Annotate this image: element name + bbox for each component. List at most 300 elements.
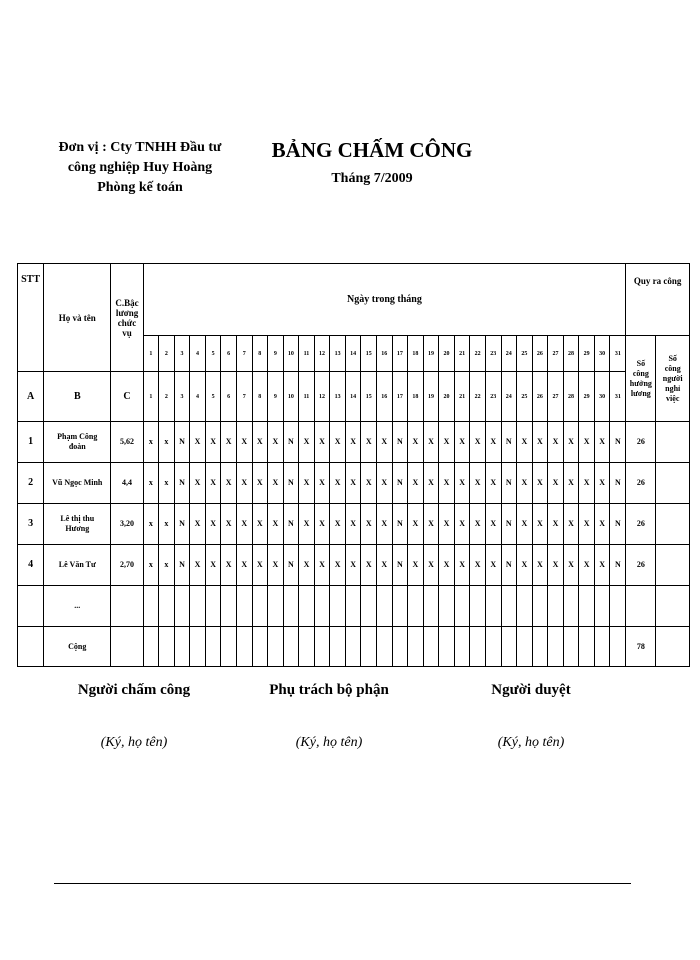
attendance-mark: X: [330, 545, 346, 586]
attendance-mark: X: [517, 545, 533, 586]
attendance-mark: X: [532, 545, 548, 586]
attendance-mark: X: [268, 463, 284, 504]
empty-cell: [470, 586, 486, 627]
empty-cell: [579, 627, 595, 667]
empty-cell: [174, 627, 190, 667]
day-number: 7: [236, 336, 252, 372]
attendance-mark: N: [610, 422, 626, 463]
attendance-mark: X: [190, 463, 206, 504]
header-grade: C.Bậc lương chức vụ: [111, 264, 143, 372]
day-number: 23: [485, 336, 501, 372]
empty-cell: [408, 627, 424, 667]
label-row: [18, 372, 690, 422]
attendance-mark: X: [268, 545, 284, 586]
day-number: 22: [470, 336, 486, 372]
total-paid-days: 78: [626, 627, 656, 667]
day-number: 18: [408, 372, 424, 422]
day-number: 6: [221, 336, 237, 372]
day-number: 11: [299, 336, 315, 372]
empty-cell: [423, 627, 439, 667]
day-number: 17: [392, 372, 408, 422]
attendance-mark: X: [314, 504, 330, 545]
signature-timekeeper: Người chấm công: [77, 682, 191, 698]
attendance-mark: X: [439, 504, 455, 545]
empty-cell: [299, 627, 315, 667]
day-number: 24: [501, 372, 517, 422]
day-number: 31: [610, 372, 626, 422]
employee-stt: 2: [18, 463, 44, 504]
day-number: 9: [268, 336, 284, 372]
attendance-mark: X: [252, 545, 268, 586]
attendance-mark: x: [143, 463, 159, 504]
day-number: 9: [268, 372, 284, 422]
signature-department-head: Phụ trách bộ phận: [269, 682, 389, 698]
day-number: 31: [610, 336, 626, 372]
attendance-mark: X: [563, 545, 579, 586]
attendance-mark: X: [252, 422, 268, 463]
attendance-mark: X: [517, 422, 533, 463]
empty-cell: [548, 627, 564, 667]
empty-cell: [236, 627, 252, 667]
empty-cell: [221, 586, 237, 627]
day-number: 19: [423, 372, 439, 422]
day-number: 15: [361, 372, 377, 422]
employee-name: Lê thị thu Hương: [44, 504, 111, 545]
total-stt: [18, 627, 44, 667]
employee-name: Vũ Ngọc Minh: [44, 463, 111, 504]
attendance-mark: N: [501, 463, 517, 504]
employee-stt: 3: [18, 504, 44, 545]
ellipsis-stt: [18, 586, 44, 627]
empty-cell: [330, 586, 346, 627]
empty-cell: [439, 586, 455, 627]
header-leave-days: Số công người nghỉ việc: [656, 336, 690, 422]
attendance-mark: N: [283, 463, 299, 504]
attendance-mark: X: [361, 422, 377, 463]
employee-grade: 4,4: [111, 463, 143, 504]
empty-cell: [299, 586, 315, 627]
employee-leave-days: [656, 545, 690, 586]
day-number: 6: [221, 372, 237, 422]
day-number: 25: [517, 372, 533, 422]
total-label: Cộng: [44, 627, 111, 667]
attendance-mark: X: [252, 463, 268, 504]
attendance-mark: X: [548, 463, 564, 504]
attendance-mark: N: [283, 422, 299, 463]
empty-cell: [377, 586, 393, 627]
header-paid-days: Số công hưởng lương: [626, 336, 656, 422]
attendance-mark: X: [594, 504, 610, 545]
empty-cell: [454, 627, 470, 667]
attendance-mark: X: [563, 422, 579, 463]
empty-cell: [143, 586, 159, 627]
empty-cell: [517, 627, 533, 667]
attendance-mark: N: [174, 545, 190, 586]
empty-cell: [268, 627, 284, 667]
employee-grade: 3,20: [111, 504, 143, 545]
attendance-mark: X: [236, 504, 252, 545]
empty-cell: [501, 586, 517, 627]
attendance-mark: X: [205, 504, 221, 545]
unit-info: [40, 138, 240, 198]
day-number: 22: [470, 372, 486, 422]
attendance-mark: x: [159, 545, 175, 586]
day-number: 20: [439, 336, 455, 372]
attendance-mark: X: [423, 463, 439, 504]
employee-stt: 1: [18, 422, 44, 463]
empty-cell: [392, 627, 408, 667]
header-summary: Quy ra công: [626, 264, 690, 336]
attendance-mark: X: [377, 422, 393, 463]
attendance-mark: X: [485, 545, 501, 586]
attendance-mark: X: [594, 463, 610, 504]
day-number: 5: [205, 336, 221, 372]
table-row: [18, 463, 690, 504]
attendance-mark: X: [314, 422, 330, 463]
document-title: BẢNG CHẤM CÔNG: [271, 138, 473, 162]
signature-timekeeper-note: (Ký, họ tên): [100, 735, 168, 750]
attendance-mark: N: [174, 463, 190, 504]
attendance-mark: X: [408, 463, 424, 504]
day-number: 30: [594, 372, 610, 422]
empty-cell: [252, 586, 268, 627]
employee-leave-days: [656, 504, 690, 545]
attendance-mark: X: [221, 463, 237, 504]
attendance-mark: X: [330, 422, 346, 463]
attendance-mark: X: [408, 422, 424, 463]
attendance-mark: X: [439, 422, 455, 463]
empty-cell: [563, 586, 579, 627]
day-number: 13: [330, 372, 346, 422]
attendance-mark: X: [579, 545, 595, 586]
attendance-mark: X: [221, 504, 237, 545]
empty-cell: [190, 627, 206, 667]
bottom-divider: [54, 883, 631, 884]
attendance-mark: X: [299, 463, 315, 504]
day-number: 29: [579, 336, 595, 372]
day-number: 18: [408, 336, 424, 372]
attendance-mark: X: [439, 463, 455, 504]
attendance-mark: X: [190, 545, 206, 586]
attendance-mark: X: [548, 422, 564, 463]
attendance-mark: X: [345, 504, 361, 545]
ellipsis-leave: [656, 586, 690, 627]
attendance-mark: x: [159, 463, 175, 504]
label-grade: C: [111, 372, 143, 422]
day-number: 21: [454, 336, 470, 372]
day-number: 15: [361, 336, 377, 372]
empty-cell: [377, 627, 393, 667]
empty-cell: [470, 627, 486, 667]
day-number: 30: [594, 336, 610, 372]
ellipsis-name: ...: [44, 586, 111, 627]
signature-approver: Người duyệt: [491, 682, 571, 698]
employee-paid-days: 26: [626, 463, 656, 504]
empty-cell: [423, 586, 439, 627]
total-row: [18, 627, 690, 667]
empty-cell: [408, 586, 424, 627]
empty-cell: [205, 586, 221, 627]
signature-department-head-note: (Ký, họ tên): [295, 735, 363, 750]
total-grade: [111, 627, 143, 667]
attendance-mark: X: [454, 504, 470, 545]
attendance-mark: X: [423, 422, 439, 463]
attendance-mark: X: [408, 504, 424, 545]
label-name: B: [44, 372, 111, 422]
employee-paid-days: 26: [626, 422, 656, 463]
attendance-mark: N: [610, 545, 626, 586]
day-number: 4: [190, 372, 206, 422]
day-number: 1: [143, 372, 159, 422]
attendance-mark: X: [485, 504, 501, 545]
day-number: 20: [439, 372, 455, 422]
attendance-mark: X: [532, 504, 548, 545]
day-number: 12: [314, 336, 330, 372]
attendance-mark: X: [330, 463, 346, 504]
attendance-mark: x: [143, 504, 159, 545]
attendance-mark: X: [423, 545, 439, 586]
attendance-mark: x: [159, 422, 175, 463]
employee-name: Phạm Công đoàn: [44, 422, 111, 463]
unit-line-company: Đơn vị : Cty TNHH Đầu tư: [58, 140, 222, 155]
empty-cell: [345, 627, 361, 667]
employee-grade: 5,62: [111, 422, 143, 463]
attendance-mark: X: [236, 422, 252, 463]
day-number: 27: [548, 336, 564, 372]
attendance-mark: X: [205, 545, 221, 586]
attendance-mark: X: [517, 504, 533, 545]
header-name: Họ và tên: [44, 264, 111, 372]
day-number: 8: [252, 372, 268, 422]
day-number: 14: [345, 372, 361, 422]
attendance-mark: N: [392, 463, 408, 504]
empty-cell: [579, 586, 595, 627]
attendance-mark: X: [485, 463, 501, 504]
attendance-mark: X: [454, 545, 470, 586]
day-number: 29: [579, 372, 595, 422]
employee-name: Lê Văn Tư: [44, 545, 111, 586]
unit-line-department: Phòng kế toán: [97, 180, 183, 195]
attendance-mark: X: [268, 504, 284, 545]
day-number: 3: [174, 336, 190, 372]
employee-grade: 2,70: [111, 545, 143, 586]
attendance-mark: X: [470, 504, 486, 545]
day-number: 8: [252, 336, 268, 372]
attendance-mark: X: [299, 545, 315, 586]
attendance-mark: X: [423, 504, 439, 545]
day-number: 14: [345, 336, 361, 372]
attendance-mark: x: [143, 545, 159, 586]
attendance-mark: X: [330, 504, 346, 545]
attendance-mark: N: [610, 463, 626, 504]
empty-cell: [532, 627, 548, 667]
day-number: 2: [159, 372, 175, 422]
attendance-mark: X: [377, 463, 393, 504]
day-number: 2: [159, 336, 175, 372]
attendance-mark: X: [594, 545, 610, 586]
table-row: [18, 422, 690, 463]
employee-stt: 4: [18, 545, 44, 586]
label-stt: A: [18, 372, 44, 422]
attendance-mark: X: [299, 422, 315, 463]
day-number: 24: [501, 336, 517, 372]
empty-cell: [283, 586, 299, 627]
attendance-mark: X: [361, 463, 377, 504]
employee-paid-days: 26: [626, 504, 656, 545]
attendance-mark: X: [299, 504, 315, 545]
empty-cell: [252, 627, 268, 667]
attendance-mark: N: [283, 545, 299, 586]
attendance-mark: X: [532, 463, 548, 504]
empty-cell: [532, 586, 548, 627]
attendance-mark: X: [345, 422, 361, 463]
empty-cell: [314, 586, 330, 627]
attendance-mark: X: [470, 463, 486, 504]
attendance-mark: X: [532, 422, 548, 463]
empty-cell: [159, 627, 175, 667]
day-number: 26: [532, 372, 548, 422]
empty-cell: [610, 627, 626, 667]
attendance-mark: x: [143, 422, 159, 463]
day-number: 25: [517, 336, 533, 372]
attendance-mark: X: [190, 422, 206, 463]
empty-cell: [174, 586, 190, 627]
table-row: [18, 504, 690, 545]
attendance-mark: N: [283, 504, 299, 545]
attendance-mark: N: [174, 422, 190, 463]
empty-cell: [190, 586, 206, 627]
attendance-mark: X: [548, 545, 564, 586]
attendance-mark: X: [205, 422, 221, 463]
day-number: 26: [532, 336, 548, 372]
empty-cell: [330, 627, 346, 667]
day-number: 12: [314, 372, 330, 422]
empty-cell: [236, 586, 252, 627]
attendance-mark: X: [579, 422, 595, 463]
day-number: 27: [548, 372, 564, 422]
day-number: 13: [330, 336, 346, 372]
attendance-mark: X: [377, 545, 393, 586]
attendance-mark: N: [392, 545, 408, 586]
day-number: 3: [174, 372, 190, 422]
attendance-mark: N: [392, 504, 408, 545]
attendance-mark: X: [221, 422, 237, 463]
attendance-mark: X: [345, 545, 361, 586]
day-number: 19: [423, 336, 439, 372]
attendance-mark: X: [314, 545, 330, 586]
attendance-mark: X: [190, 504, 206, 545]
day-number: 10: [283, 372, 299, 422]
empty-cell: [361, 586, 377, 627]
day-number: 16: [377, 372, 393, 422]
timesheet-table: [17, 263, 690, 667]
attendance-mark: X: [268, 422, 284, 463]
empty-cell: [594, 627, 610, 667]
empty-cell: [501, 627, 517, 667]
empty-cell: [205, 627, 221, 667]
attendance-mark: X: [221, 545, 237, 586]
document-subtitle: Tháng 7/2009: [331, 171, 413, 186]
empty-cell: [392, 586, 408, 627]
attendance-mark: X: [361, 504, 377, 545]
attendance-mark: X: [563, 463, 579, 504]
empty-cell: [268, 586, 284, 627]
day-number: 16: [377, 336, 393, 372]
total-leave-days: [656, 627, 690, 667]
attendance-mark: X: [205, 463, 221, 504]
attendance-mark: X: [470, 422, 486, 463]
attendance-mark: X: [314, 463, 330, 504]
attendance-mark: X: [563, 504, 579, 545]
empty-cell: [517, 586, 533, 627]
day-number: 11: [299, 372, 315, 422]
attendance-mark: X: [454, 463, 470, 504]
attendance-mark: X: [454, 422, 470, 463]
empty-cell: [454, 586, 470, 627]
attendance-mark: N: [501, 504, 517, 545]
day-number: 23: [485, 372, 501, 422]
attendance-mark: X: [548, 504, 564, 545]
empty-cell: [221, 627, 237, 667]
attendance-mark: N: [501, 545, 517, 586]
attendance-mark: X: [361, 545, 377, 586]
attendance-mark: X: [517, 463, 533, 504]
ellipsis-row: [18, 586, 690, 627]
empty-cell: [548, 586, 564, 627]
attendance-mark: X: [377, 504, 393, 545]
empty-cell: [143, 627, 159, 667]
attendance-mark: X: [408, 545, 424, 586]
empty-cell: [314, 627, 330, 667]
empty-cell: [610, 586, 626, 627]
empty-cell: [159, 586, 175, 627]
ellipsis-paid: [626, 586, 656, 627]
table-row: [18, 545, 690, 586]
attendance-mark: X: [594, 422, 610, 463]
employee-leave-days: [656, 422, 690, 463]
attendance-mark: N: [392, 422, 408, 463]
attendance-mark: X: [236, 545, 252, 586]
employee-paid-days: 26: [626, 545, 656, 586]
day-number: 28: [563, 372, 579, 422]
attendance-mark: X: [470, 545, 486, 586]
empty-cell: [283, 627, 299, 667]
attendance-mark: N: [174, 504, 190, 545]
signature-approver-note: (Ký, họ tên): [497, 735, 565, 750]
day-number: 17: [392, 336, 408, 372]
day-number: 28: [563, 336, 579, 372]
attendance-mark: X: [345, 463, 361, 504]
day-number: 7: [236, 372, 252, 422]
ellipsis-grade: [111, 586, 143, 627]
attendance-mark: N: [610, 504, 626, 545]
empty-cell: [345, 586, 361, 627]
attendance-mark: x: [159, 504, 175, 545]
attendance-mark: X: [485, 422, 501, 463]
empty-cell: [594, 586, 610, 627]
empty-cell: [485, 627, 501, 667]
day-number: 1: [143, 336, 159, 372]
header-days: Ngày trong tháng: [143, 264, 626, 336]
header-row: [18, 264, 690, 336]
unit-line-company-2: công nghiệp Huy Hoàng: [67, 160, 213, 175]
header-stt: STT: [18, 264, 44, 372]
empty-cell: [439, 627, 455, 667]
day-number: 4: [190, 336, 206, 372]
attendance-mark: X: [439, 545, 455, 586]
attendance-mark: X: [579, 463, 595, 504]
empty-cell: [563, 627, 579, 667]
